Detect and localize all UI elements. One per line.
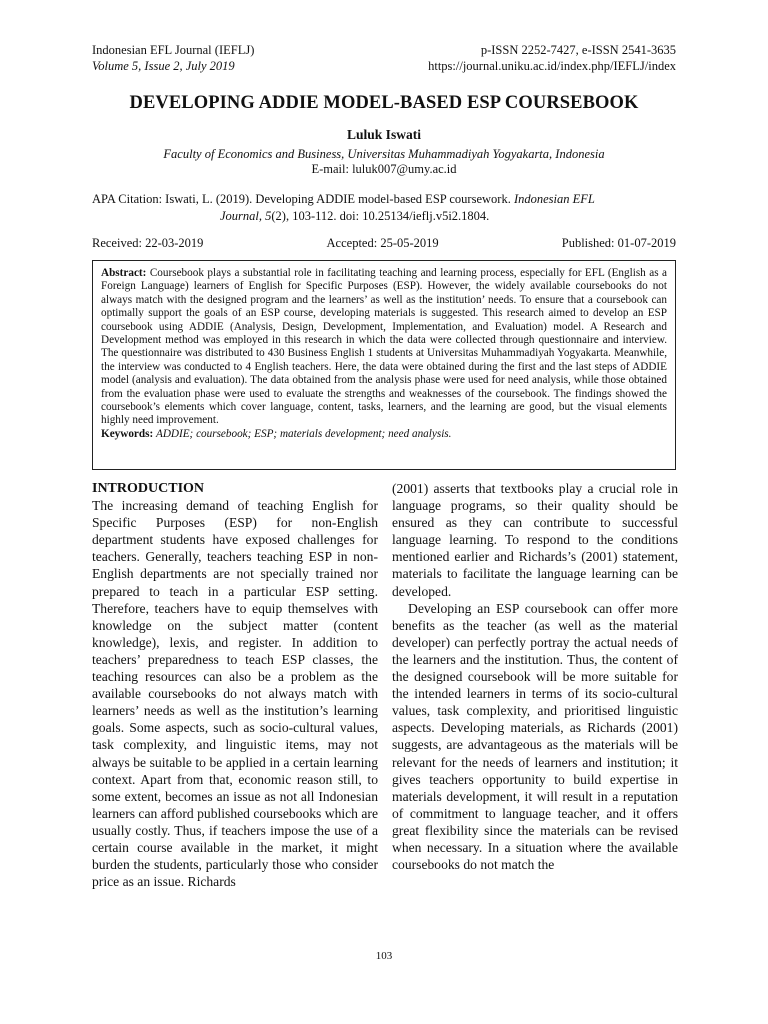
right-column xyxy=(392,480,678,873)
citation-details: (2), 103-112. doi: 10.25134/ieflj.v5i2.1804. xyxy=(271,209,490,223)
keywords xyxy=(101,428,667,441)
intro-paragraph-2: (2001) asserts that textbooks play a crucial role in language programs, so their quality should be ensured as they can contribute to successful language learning. To respond to the conditions mentioned earlier and Richards’s (2001) statement, materials to facilitate the language learning can be developed. xyxy=(392,481,678,599)
abstract-text: Coursebook plays a substantial role in facilitating teaching and learning process, especially for EFL (English as a Foreign Language) learners of English for Specific Purposes (ESP). However, the widely available coursebooks do not always match with the designed program and the learners’ as well as the institution’ needs. To ensure that a coursebook can optimally support the goals of an ESP course, developing materials is suggested. This research aimed to develop an ESP coursebook using ADDIE (Analysis, Design, Development, Implementation, and Evaluation) model. A Research and Development method was employed in this research in which the data were collected through questionnaire and interview. The questionnaire was distributed to 430 Business English 1 students at Universitas Muhammadiyah Yogyakarta. Meanwhile, the interview was conducted to 4 English teachers. Here, the data were obtained during the first and the last steps of ADDIE model (analysis and evaluation). The data obtained from the analysis phase were used for need analysis, while those obtained from the evaluation phase were used to evaluate the strengths and weaknesses of the coursebook. The findings showed the coursebook’s elements which cover language, content, tasks, learners, and the learning are good, but the visual elements highly need improvement. xyxy=(101,267,667,427)
page-number: 103 xyxy=(375,950,393,962)
left-column xyxy=(92,480,378,890)
keywords-label: Keywords: xyxy=(101,427,154,440)
volume-issue: Volume 5, Issue 2, July 2019 xyxy=(92,59,235,73)
intro-paragraph-3: Developing an ESP coursebook can offer more benefits as the teacher (as well as the material developer) can perfectly portray the actual needs of the learners and the institution. Thus, the content of the designed coursebook will be more suitable for the intended learners in terms of its socio-cultural values, task complexity, and prioritised linguistic aspects. Developing materials, as Richards (2001) suggests, are advantageous as the materials will be relevant for the needs of learners and institution; it gives teachers opportunity to build expertise in materials development, it will result in a reputation of commitment to language teacher, and it offers great flexibility since the materials can be revised when necessary. In a situation where the available coursebooks do not match the xyxy=(392,600,678,873)
author-name: Luluk Iswati xyxy=(347,127,421,142)
keywords-text: ADDIE; coursebook; ESP; materials development; need analysis. xyxy=(156,427,452,440)
citation-journal-volume: Journal, 5 xyxy=(220,209,272,223)
publication-dates xyxy=(92,236,676,251)
apa-citation xyxy=(92,191,676,225)
paper-title: DEVELOPING ADDIE MODEL-BASED ESP COURSEBOOK xyxy=(129,93,639,113)
journal-name: Indonesian EFL Journal (IEFLJ) xyxy=(92,43,255,57)
author-email[interactable]: E-mail: luluk007@umy.ac.id xyxy=(311,162,457,176)
received-date: Received: 22-03-2019 xyxy=(92,236,204,250)
abstract-label: Abstract: xyxy=(101,267,147,279)
citation-journal: Indonesian EFL xyxy=(513,192,595,206)
accepted-date: Accepted: 25-05-2019 xyxy=(326,236,439,250)
journal-url[interactable]: https://journal.uniku.ac.id/index.php/IEFLJ/index xyxy=(428,59,676,73)
issn: p-ISSN 2252-7427, e-ISSN 2541-3635 xyxy=(480,43,676,57)
running-header xyxy=(92,42,676,74)
intro-paragraph-1: The increasing demand of teaching English for Specific Purposes (ESP) for non-English department students have exposed challenges for teachers. Generally, teachers teaching ESP in non-English departments are not specially trained nor prepared to teach in a particular ESP setting. Therefore, teachers have to equip themselves with knowledge on the subject matter (content knowledge), lexis, and register. In addition to teachers’ preparedness to teach ESP classes, the teaching resources can also be a problem as the available coursebooks do not always match with learners’ needs as well as the institution’s learning goals. Some aspects, such as socio-cultural values, task complexity, and linguistic items, may not always be suitable to be applied in a certain learning context. Apart from that, economic reason still, to some extent, becomes an issue as not all Indonesian learners can afford published coursebooks which are usually costly. Thus, if teachers impose the use of a certain course available in the market, it might burden the students, particularly those who consider price as an issue. Richards xyxy=(92,498,378,890)
author-affiliation: Faculty of Economics and Business, Universitas Muhammadiyah Yogyakarta, Indonesia xyxy=(163,147,605,161)
abstract-body xyxy=(101,267,667,428)
abstract-box xyxy=(92,260,676,470)
published-date: Published: 01-07-2019 xyxy=(561,236,676,250)
citation-prefix: APA Citation: Iswati, L. (2019). Developing ADDIE model-based ESP coursework. xyxy=(92,192,514,206)
section-heading-introduction: INTRODUCTION xyxy=(92,481,205,496)
